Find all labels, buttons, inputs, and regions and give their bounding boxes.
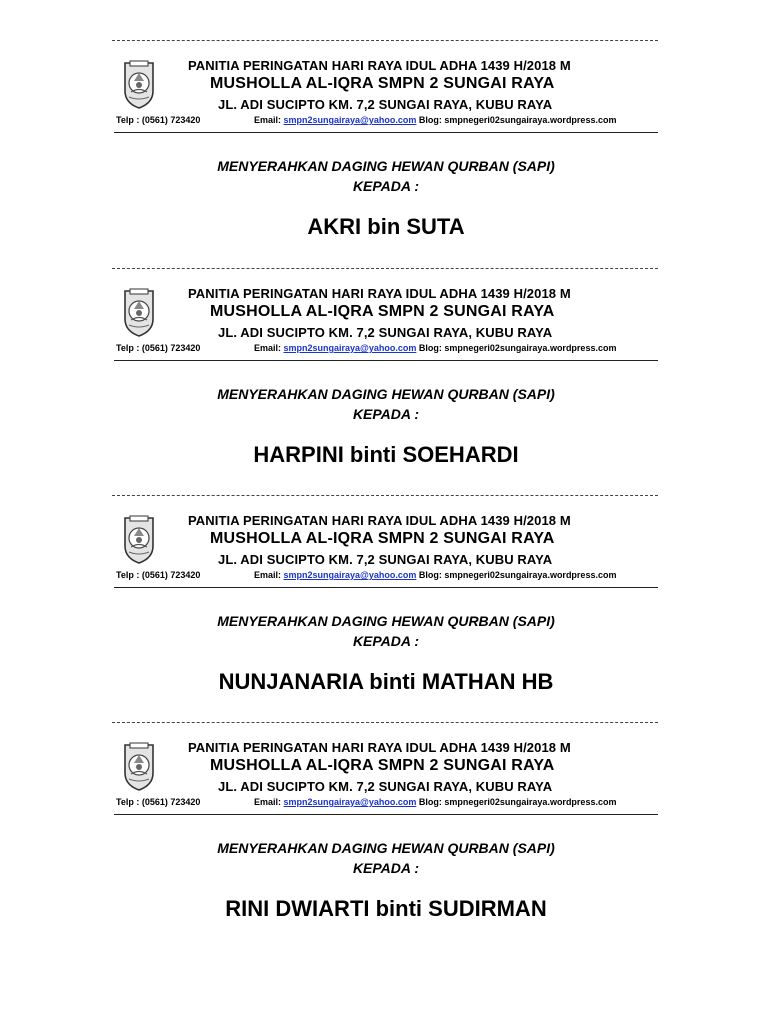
header-divider: [114, 814, 658, 815]
contact-line: [116, 570, 656, 582]
blog-url: smpnegeri02sungairaya.wordpress.com: [444, 797, 617, 807]
coupon-card: [0, 722, 768, 950]
committee-heading: PANITIA PERINGATAN HARI RAYA IDUL ADHA 1439 H/2018 M: [188, 58, 571, 73]
venue-heading: MUSHOLLA AL-IQRA SMPN 2 SUNGAI RAYA: [210, 757, 555, 774]
address-line: JL. ADI SUCIPTO KM. 7,2 SUNGAI RAYA, KUBU RAYA: [218, 779, 553, 794]
email-link[interactable]: smpn2sungairaya@yahoo.com: [283, 343, 417, 353]
blog-url: smpnegeri02sungairaya.wordpress.com: [444, 343, 617, 353]
recipient-prefix: KEPADA :: [352, 178, 420, 194]
cut-line: [112, 40, 658, 41]
coupon-card: [0, 268, 768, 496]
regency-crest-icon: [122, 741, 156, 791]
address-line: JL. ADI SUCIPTO KM. 7,2 SUNGAI RAYA, KUBU RAYA: [218, 552, 553, 567]
recipient-prefix: KEPADA :: [352, 860, 420, 876]
handover-message: [0, 611, 768, 651]
regency-crest-icon: [122, 59, 156, 109]
coupon-card: [0, 40, 768, 268]
coupon-card: [0, 495, 768, 723]
blog-url: smpnegeri02sungairaya.wordpress.com: [444, 115, 617, 125]
blog-label: Blog:: [418, 115, 442, 125]
email-blog-line: [254, 797, 616, 807]
committee-heading: PANITIA PERINGATAN HARI RAYA IDUL ADHA 1439 H/2018 M: [188, 740, 571, 755]
handover-text: MENYERAHKAN DAGING HEWAN QURBAN (SAPI): [217, 386, 555, 402]
recipient-prefix: KEPADA :: [352, 633, 420, 649]
email-blog-line: [254, 570, 616, 580]
header-divider: [114, 132, 658, 133]
handover-message: [0, 384, 768, 424]
contact-line: [116, 115, 656, 127]
handover-text: MENYERAHKAN DAGING HEWAN QURBAN (SAPI): [217, 613, 555, 629]
venue-heading: MUSHOLLA AL-IQRA SMPN 2 SUNGAI RAYA: [210, 303, 555, 320]
phone-number: Telp : (0561) 723420: [116, 797, 201, 807]
email-link[interactable]: smpn2sungairaya@yahoo.com: [283, 115, 417, 125]
email-link[interactable]: smpn2sungairaya@yahoo.com: [283, 797, 417, 807]
email-link[interactable]: smpn2sungairaya@yahoo.com: [283, 570, 417, 580]
cut-line: [112, 722, 658, 723]
phone-number: Telp : (0561) 723420: [116, 115, 201, 125]
cut-line: [112, 268, 658, 269]
contact-line: [116, 343, 656, 355]
email-label: Email:: [254, 343, 282, 353]
handover-message: [0, 838, 768, 878]
blog-label: Blog:: [418, 343, 442, 353]
phone-number: Telp : (0561) 723420: [116, 343, 201, 353]
blog-label: Blog:: [418, 797, 442, 807]
blog-label: Blog:: [418, 570, 442, 580]
header-divider: [114, 360, 658, 361]
handover-text: MENYERAHKAN DAGING HEWAN QURBAN (SAPI): [217, 158, 555, 174]
email-label: Email:: [254, 570, 282, 580]
cut-line: [112, 495, 658, 496]
regency-crest-icon: [122, 287, 156, 337]
recipient-name: HARPINI binti SOEHARDI: [253, 442, 519, 467]
recipient-prefix: KEPADA :: [352, 406, 420, 422]
email-blog-line: [254, 343, 616, 353]
handover-message: [0, 156, 768, 196]
phone-number: Telp : (0561) 723420: [116, 570, 201, 580]
recipient-name: RINI DWIARTI binti SUDIRMAN: [225, 896, 547, 921]
regency-crest-icon: [122, 514, 156, 564]
contact-line: [116, 797, 656, 809]
email-label: Email:: [254, 115, 282, 125]
committee-heading: PANITIA PERINGATAN HARI RAYA IDUL ADHA 1439 H/2018 M: [188, 286, 571, 301]
recipient-name: NUNJANARIA binti MATHAN HB: [218, 669, 554, 694]
address-line: JL. ADI SUCIPTO KM. 7,2 SUNGAI RAYA, KUBU RAYA: [218, 97, 553, 112]
handover-text: MENYERAHKAN DAGING HEWAN QURBAN (SAPI): [217, 840, 555, 856]
venue-heading: MUSHOLLA AL-IQRA SMPN 2 SUNGAI RAYA: [210, 75, 555, 92]
committee-heading: PANITIA PERINGATAN HARI RAYA IDUL ADHA 1439 H/2018 M: [188, 513, 571, 528]
venue-heading: MUSHOLLA AL-IQRA SMPN 2 SUNGAI RAYA: [210, 530, 555, 547]
blog-url: smpnegeri02sungairaya.wordpress.com: [444, 570, 617, 580]
email-blog-line: [254, 115, 616, 125]
email-label: Email:: [254, 797, 282, 807]
header-divider: [114, 587, 658, 588]
recipient-name: AKRI bin SUTA: [307, 214, 465, 239]
address-line: JL. ADI SUCIPTO KM. 7,2 SUNGAI RAYA, KUBU RAYA: [218, 325, 553, 340]
